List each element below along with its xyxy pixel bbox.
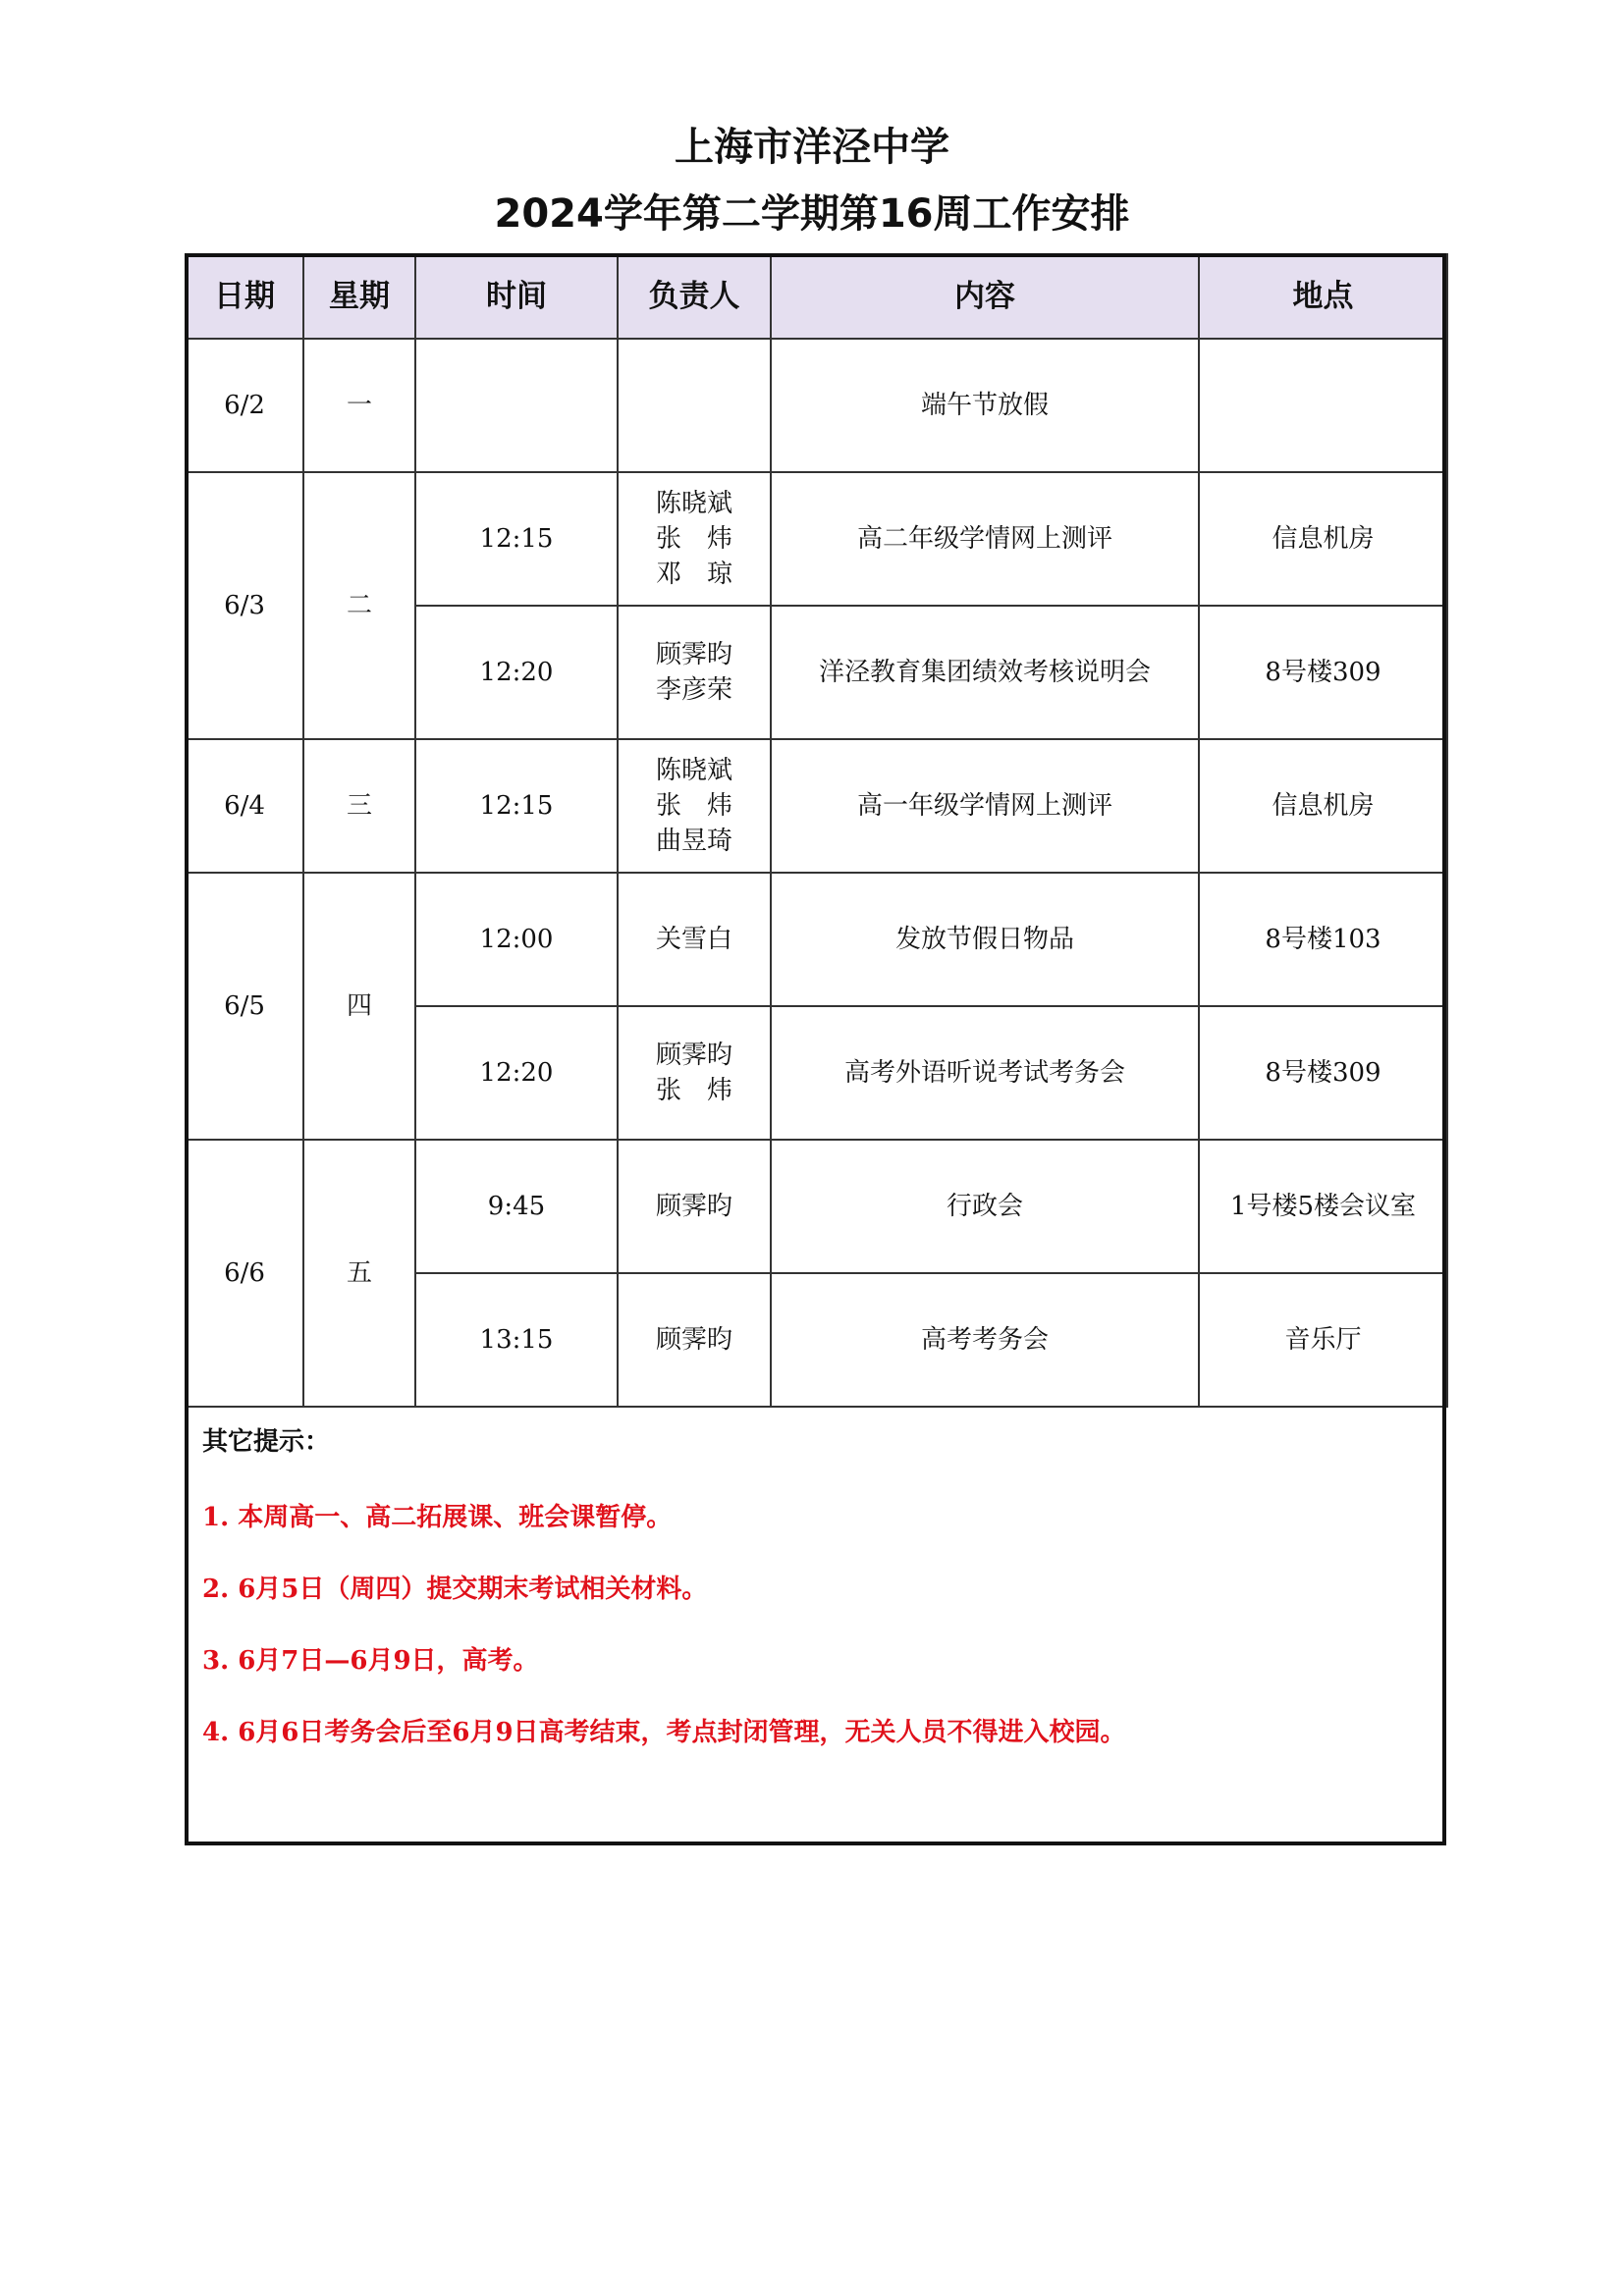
weekday-cell: 一 bbox=[303, 339, 415, 472]
place-cell: 信息机房 bbox=[1199, 739, 1447, 873]
person-cell: 顾霁昀 bbox=[618, 1140, 771, 1273]
content-cell: 洋泾教育集团绩效考核说明会 bbox=[771, 606, 1199, 739]
date-cell: 6/2 bbox=[186, 339, 303, 472]
time-cell: 12:20 bbox=[415, 1006, 618, 1140]
col-time: 时间 bbox=[415, 254, 618, 339]
content-cell: 高二年级学情网上测评 bbox=[771, 472, 1199, 606]
person-cell: 陈晓斌 张 炜 邓 琼 bbox=[618, 472, 771, 606]
time-cell: 12:00 bbox=[415, 873, 618, 1006]
notes-title: 其它提示： bbox=[202, 1427, 331, 1457]
date-cell: 6/5 bbox=[186, 873, 303, 1140]
time-cell: 12:15 bbox=[415, 739, 618, 873]
note-item: 3. 6月7日—6月9日，高考。 bbox=[202, 1646, 539, 1676]
date-cell: 6/6 bbox=[186, 1140, 303, 1407]
col-content: 内容 bbox=[771, 254, 1199, 339]
place-cell: 1号楼5楼会议室 bbox=[1199, 1140, 1447, 1273]
place-cell: 8号楼103 bbox=[1199, 873, 1447, 1006]
person-cell: 关雪白 bbox=[618, 873, 771, 1006]
note-item: 4. 6月6日考务会后至6月9日高考结束，考点封闭管理，无关人员不得进入校园。 bbox=[202, 1718, 1126, 1747]
weekday-cell: 四 bbox=[303, 873, 415, 1140]
date-cell: 6/3 bbox=[186, 472, 303, 739]
person-cell: 顾霁昀 李彦荣 bbox=[618, 606, 771, 739]
col-date: 日期 bbox=[186, 254, 303, 339]
notes-section bbox=[202, 1421, 1420, 1784]
person-cell: 顾霁昀 张 炜 bbox=[618, 1006, 771, 1140]
time-cell: 12:20 bbox=[415, 606, 618, 739]
page-title: 2024学年第二学期第16周工作安排 bbox=[494, 191, 1130, 237]
place-cell: 音乐厅 bbox=[1199, 1273, 1447, 1407]
time-cell: 12:15 bbox=[415, 472, 618, 606]
person-cell: 陈晓斌 张 炜 曲昱琦 bbox=[618, 739, 771, 873]
note-item: 2. 6月5日（周四）提交期末考试相关材料。 bbox=[202, 1575, 708, 1604]
place-cell: 8号楼309 bbox=[1199, 606, 1447, 739]
place-cell: 信息机房 bbox=[1199, 472, 1447, 606]
content-cell: 高考考务会 bbox=[771, 1273, 1199, 1407]
weekday-cell: 五 bbox=[303, 1140, 415, 1407]
col-weekday: 星期 bbox=[303, 254, 415, 339]
content-cell: 高考外语听说考试考务会 bbox=[771, 1006, 1199, 1140]
weekday-cell: 二 bbox=[303, 472, 415, 739]
time-cell: 9:45 bbox=[415, 1140, 618, 1273]
time-cell: 13:15 bbox=[415, 1273, 618, 1407]
place-cell: 8号楼309 bbox=[1199, 1006, 1447, 1140]
person-cell: 顾霁昀 bbox=[618, 1273, 771, 1407]
content-cell: 高一年级学情网上测评 bbox=[771, 739, 1199, 873]
content-cell: 行政会 bbox=[771, 1140, 1199, 1273]
date-cell: 6/4 bbox=[186, 739, 303, 873]
content-cell: 发放节假日物品 bbox=[771, 873, 1199, 1006]
note-item: 1. 本周高一、高二拓展课、班会课暂停。 bbox=[202, 1503, 673, 1532]
col-person: 负责人 bbox=[618, 254, 771, 339]
weekday-cell: 三 bbox=[303, 739, 415, 873]
content-cell: 端午节放假 bbox=[771, 339, 1199, 472]
col-place: 地点 bbox=[1199, 254, 1447, 339]
school-name: 上海市洋泾中学 bbox=[675, 125, 949, 170]
